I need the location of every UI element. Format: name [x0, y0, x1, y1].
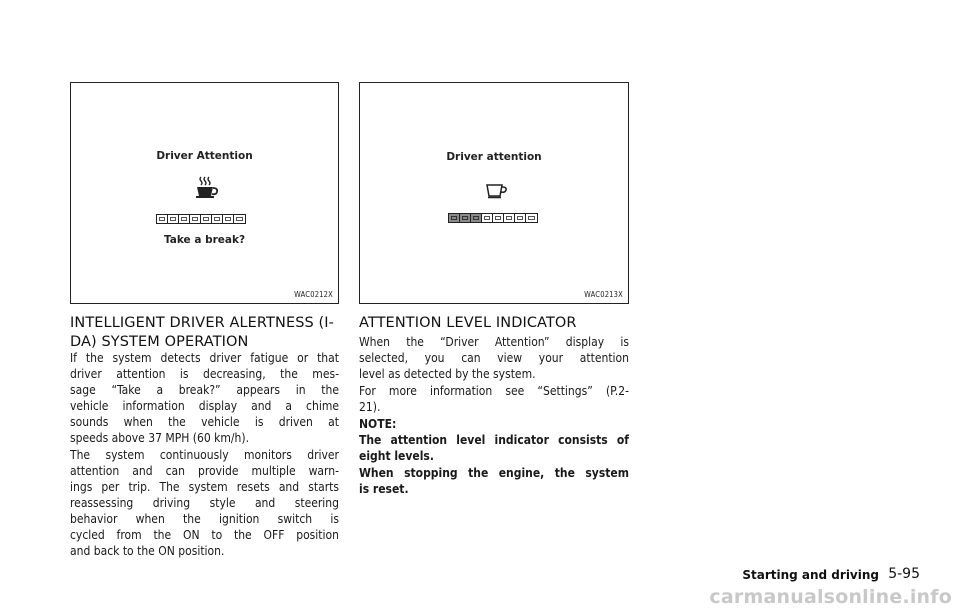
text-line: cycled from the ON to the OFF position: [70, 528, 339, 542]
paragraph-display: [359, 334, 629, 382]
note-reset: [359, 465, 629, 497]
coffee-cup-icon: [485, 183, 509, 199]
note-label: NOTE:: [359, 417, 397, 431]
figure-code: WAC0212X: [294, 290, 333, 299]
text-line: The attention level indicator consists of: [359, 433, 629, 447]
meter-level-segment: [168, 215, 179, 223]
steaming-coffee-cup-icon: [194, 175, 220, 199]
text-line: The system continuously monitors driver: [70, 448, 339, 462]
watermark: carmanualsonline.info: [709, 586, 952, 608]
meter-level-segment: [212, 215, 223, 223]
meter-level-segment: [526, 214, 537, 222]
text-line: behavior when the ignition switch is: [70, 512, 339, 526]
meter-level-segment: [179, 215, 190, 223]
figure-title: Driver attention: [446, 151, 542, 163]
page-number: 5-95: [888, 566, 920, 582]
note-levels: [359, 432, 629, 464]
text-line: reassessing driving style and steering: [70, 496, 339, 510]
paragraph-monitoring: [70, 447, 339, 559]
meter-level-segment: [234, 215, 245, 223]
section-heading-attention-level: ATTENTION LEVEL INDICATOR: [359, 315, 577, 331]
text-line: sounds when the vehicle is driven at: [70, 415, 339, 429]
meter-level-segment: [223, 215, 234, 223]
text-line: and back to the ON position.: [70, 544, 225, 558]
text-line: driver attention is decreasing, the mes-: [70, 367, 339, 381]
text-line: level as detected by the system.: [359, 367, 536, 381]
text-line: eight levels.: [359, 449, 434, 463]
meter-level-segment: [190, 215, 201, 223]
text-line: If the system detects driver fatigue or that: [70, 351, 339, 365]
text-line: speeds above 37 MPH (60 km/h).: [70, 431, 250, 445]
text-line: When stopping the engine, the system: [359, 466, 629, 480]
attention-level-meter: [156, 214, 246, 224]
heading-line: INTELLIGENT DRIVER ALERTNESS (I-: [70, 315, 334, 331]
meter-level-segment: [460, 214, 471, 222]
meter-level-segment: [449, 214, 460, 222]
meter-level-segment: [482, 214, 493, 222]
meter-level-segment: [493, 214, 504, 222]
paragraph-detection: [70, 350, 339, 446]
text-line: is reset.: [359, 482, 409, 496]
figure-code: WAC0213X: [584, 290, 623, 299]
text-line: 21).: [359, 400, 381, 414]
meter-level-segment: [515, 214, 526, 222]
figure-title: Driver Attention: [156, 150, 253, 162]
meter-level-segment: [504, 214, 515, 222]
text-line: ings per trip. The system resets and starts: [70, 480, 339, 494]
text-line: sage “Take a break?” appears in the: [70, 383, 339, 397]
section-heading-ida: [70, 314, 334, 352]
text-line: selected, you can view your attention: [359, 351, 629, 365]
meter-level-segment: [471, 214, 482, 222]
text-line: When the “Driver Attention” display is: [359, 335, 629, 349]
paragraph-settings-reference: [359, 383, 629, 415]
heading-line: DA) SYSTEM OPERATION: [70, 334, 249, 350]
meter-level-segment: [157, 215, 168, 223]
footer-section-title: Starting and driving: [742, 568, 879, 582]
figure-attention-level: [359, 82, 629, 304]
figure-caption: Take a break?: [163, 234, 246, 246]
meter-level-segment: [201, 215, 212, 223]
text-line: vehicle information display and a chime: [70, 399, 339, 413]
text-line: attention and can provide multiple warn-: [70, 464, 339, 478]
text-line: For more information see “Settings” (P.2-: [359, 384, 629, 398]
attention-level-meter: [448, 213, 538, 223]
figure-take-a-break: [70, 82, 339, 304]
